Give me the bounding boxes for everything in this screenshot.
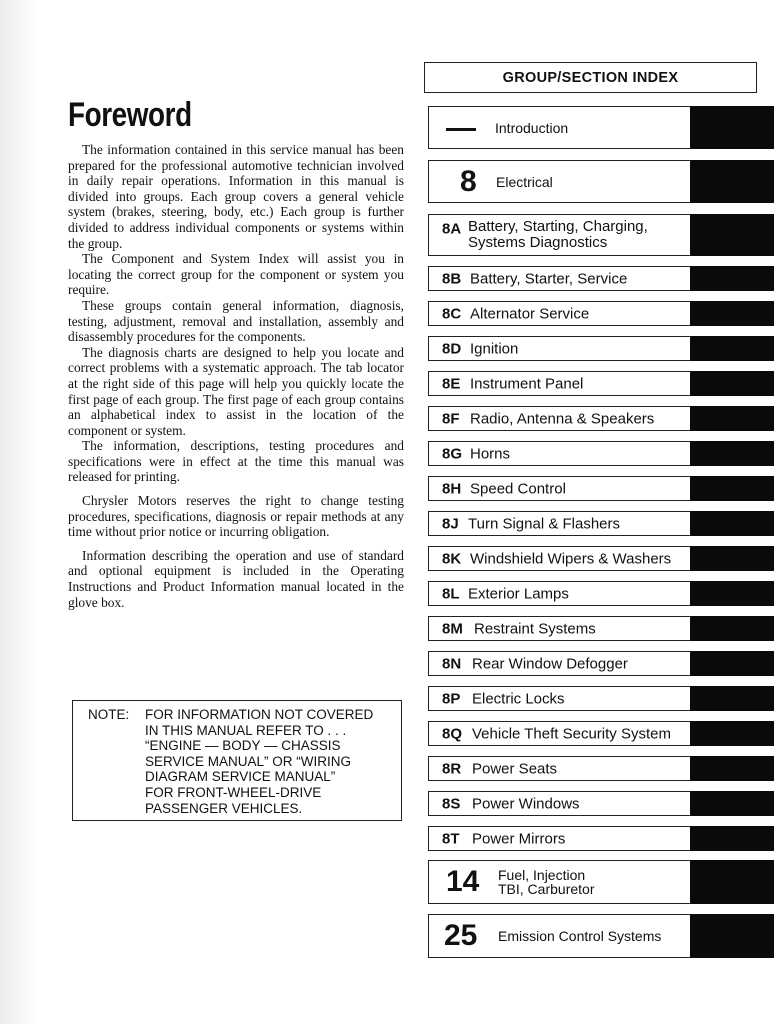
tab-locator (690, 214, 774, 256)
index-row-code: 8G (442, 445, 463, 462)
tab-locator (690, 336, 774, 361)
tab-locator (690, 371, 774, 396)
tab-locator (690, 756, 774, 781)
index-row-code: 8A (442, 220, 462, 238)
index-row-8g[interactable] (428, 441, 774, 466)
tab-locator (690, 721, 774, 746)
foreword-paragraph: The diagnosis charts are designed to help you locate and correct problems with a systematic approach. The tab locator at the right side of this page will help you quickly locate the first page of each group. The first page of each group contains an alphabetical index to assist in the location of the component or system. (68, 344, 404, 438)
index-row-label: Power Seats (472, 760, 558, 777)
index-header: GROUP/SECTION INDEX (424, 62, 757, 93)
index-row-label: Restraint Systems (474, 620, 596, 637)
tab-locator (690, 546, 774, 571)
index-row-code: 8C (442, 305, 462, 322)
index-row-code: 8B (442, 270, 462, 287)
tab-locator (690, 791, 774, 816)
index-row-label: Electric Locks (472, 690, 565, 707)
index-row-label: Instrument Panel (470, 375, 584, 392)
index-row-8e[interactable] (428, 371, 774, 396)
index-row-label: Ignition (470, 340, 519, 357)
page-edge-shadow (0, 0, 38, 1024)
tab-locator (690, 914, 774, 958)
index-row-8s[interactable] (428, 791, 774, 816)
index-row-8k[interactable] (428, 546, 774, 571)
tab-locator (690, 651, 774, 676)
index-row-code: 8 (460, 164, 477, 198)
index-row-8f[interactable] (428, 406, 774, 431)
index-row-label: Fuel, Injection TBI, Carburetor (498, 867, 595, 897)
index-row-label: Power Mirrors (472, 830, 566, 847)
index-row-code: 8D (442, 340, 462, 357)
index-row-label: Rear Window Defogger (472, 655, 628, 672)
foreword-paragraph: Information describing the operation and use of standard and optional equipment is included in the Operating Instructions and Product Information manual located in the glove box. (68, 547, 404, 610)
index-row-code: 8S (442, 795, 461, 812)
index-row-8m[interactable] (428, 616, 774, 641)
index-row-label: Turn Signal & Flashers (468, 515, 621, 532)
index-row-code: 14 (446, 865, 480, 898)
index-row-introduction[interactable] (428, 106, 774, 149)
tab-locator (690, 441, 774, 466)
foreword-paragraph: Chrysler Motors reserves the right to change testing procedures, specifications, diagnosis or repair methods at any time without prior notice or incurring obligation. (68, 493, 404, 540)
index-row-code: 8K (442, 550, 462, 567)
index-row-code: 8Q (442, 725, 463, 742)
index-row-8p[interactable] (428, 686, 774, 711)
index-row-code: 8T (442, 830, 460, 847)
tab-locator (690, 511, 774, 536)
index-row-label: Emission Control Systems (498, 928, 662, 944)
index-row-code: 8L (442, 585, 460, 602)
index-row-label: Alternator Service (470, 305, 590, 322)
index-row-8a[interactable] (428, 214, 774, 256)
index-row-8t[interactable] (428, 826, 774, 851)
tab-locator (690, 581, 774, 606)
index-row-8c[interactable] (428, 301, 774, 326)
tab-locator (690, 406, 774, 431)
dash-icon (446, 128, 476, 131)
index-row-label: Battery, Starter, Service (470, 270, 628, 287)
page-title: Foreword (68, 96, 192, 134)
index-row-label: Radio, Antenna & Speakers (470, 410, 655, 427)
index-row-label: Windshield Wipers & Washers (470, 550, 672, 567)
index-row-25[interactable] (428, 914, 774, 958)
index-row-8r[interactable] (428, 756, 774, 781)
index-row-8n[interactable] (428, 651, 774, 676)
index-row-8j[interactable] (428, 511, 774, 536)
note-text: FOR INFORMATION NOT COVERED IN THIS MANUAL REFER TO . . . “ENGINE — BODY — CHASSIS SERVICE MANUAL” OR “WIRING DIAGRAM SERVICE MANUAL” FOR FRONT-WHEEL-DRIVE PASSENGER VEHICLES. (145, 707, 374, 816)
tab-locator (690, 826, 774, 851)
note-box (72, 700, 402, 821)
index-row-8[interactable] (428, 160, 774, 203)
index-row-label: Speed Control (470, 480, 566, 497)
index-row-8l[interactable] (428, 581, 774, 606)
index-row-code: 8R (442, 760, 462, 777)
index-row-8q[interactable] (428, 721, 774, 746)
index-row-code: 8M (442, 620, 463, 637)
tab-locator (690, 301, 774, 326)
tab-locator (690, 266, 774, 291)
index-row-label: Vehicle Theft Security System (472, 725, 671, 742)
index-row-code: 8H (442, 480, 462, 497)
index-row-8h[interactable] (428, 476, 774, 501)
tab-locator (690, 616, 774, 641)
index-row-code: 8N (442, 655, 462, 672)
index-row-label: Introduction (495, 119, 569, 136)
index-row-8b[interactable] (428, 266, 774, 291)
foreword-paragraph: The information contained in this service manual has been prepared for the professional automotive technician involved in daily repair operations. Information in this manual is divided into groups. Each group covers a general vehicle system (brakes, steering, body, etc.) Each group is further divided to address individual components or systems within the group. (68, 142, 404, 251)
tab-locator (690, 686, 774, 711)
index-row-code: 8E (442, 375, 461, 392)
foreword-paragraph: The Component and System Index will assist you in locating the correct group for the component or system you require. (68, 251, 404, 298)
index-row-label: Horns (470, 445, 511, 462)
index-row-14[interactable] (428, 860, 774, 904)
foreword-body (68, 142, 404, 618)
index-row-label: Power Windows (472, 795, 580, 812)
index-row-8d[interactable] (428, 336, 774, 361)
tab-locator (690, 106, 774, 149)
index-row-label: Electrical (496, 173, 553, 190)
tab-locator (690, 160, 774, 203)
index-row-label: Battery, Starting, Charging, Systems Diagnostics (468, 218, 648, 251)
index-row-label: Exterior Lamps (468, 585, 569, 602)
index-row-code: 25 (444, 919, 478, 952)
tab-locator (690, 476, 774, 501)
index-row-code: 8F (442, 410, 460, 427)
note-label: NOTE: (88, 707, 130, 722)
tab-locator (690, 860, 774, 904)
index-row-code: 8J (442, 515, 459, 532)
foreword-paragraph: These groups contain general information, diagnosis, testing, adjustment, removal and installation, assembly and disassembly procedures for the components. (68, 297, 404, 345)
index-row-code: 8P (442, 690, 461, 707)
foreword-paragraph: The information, descriptions, testing procedures and specifications were in effect at the time this manual was released for printing. (68, 438, 404, 485)
